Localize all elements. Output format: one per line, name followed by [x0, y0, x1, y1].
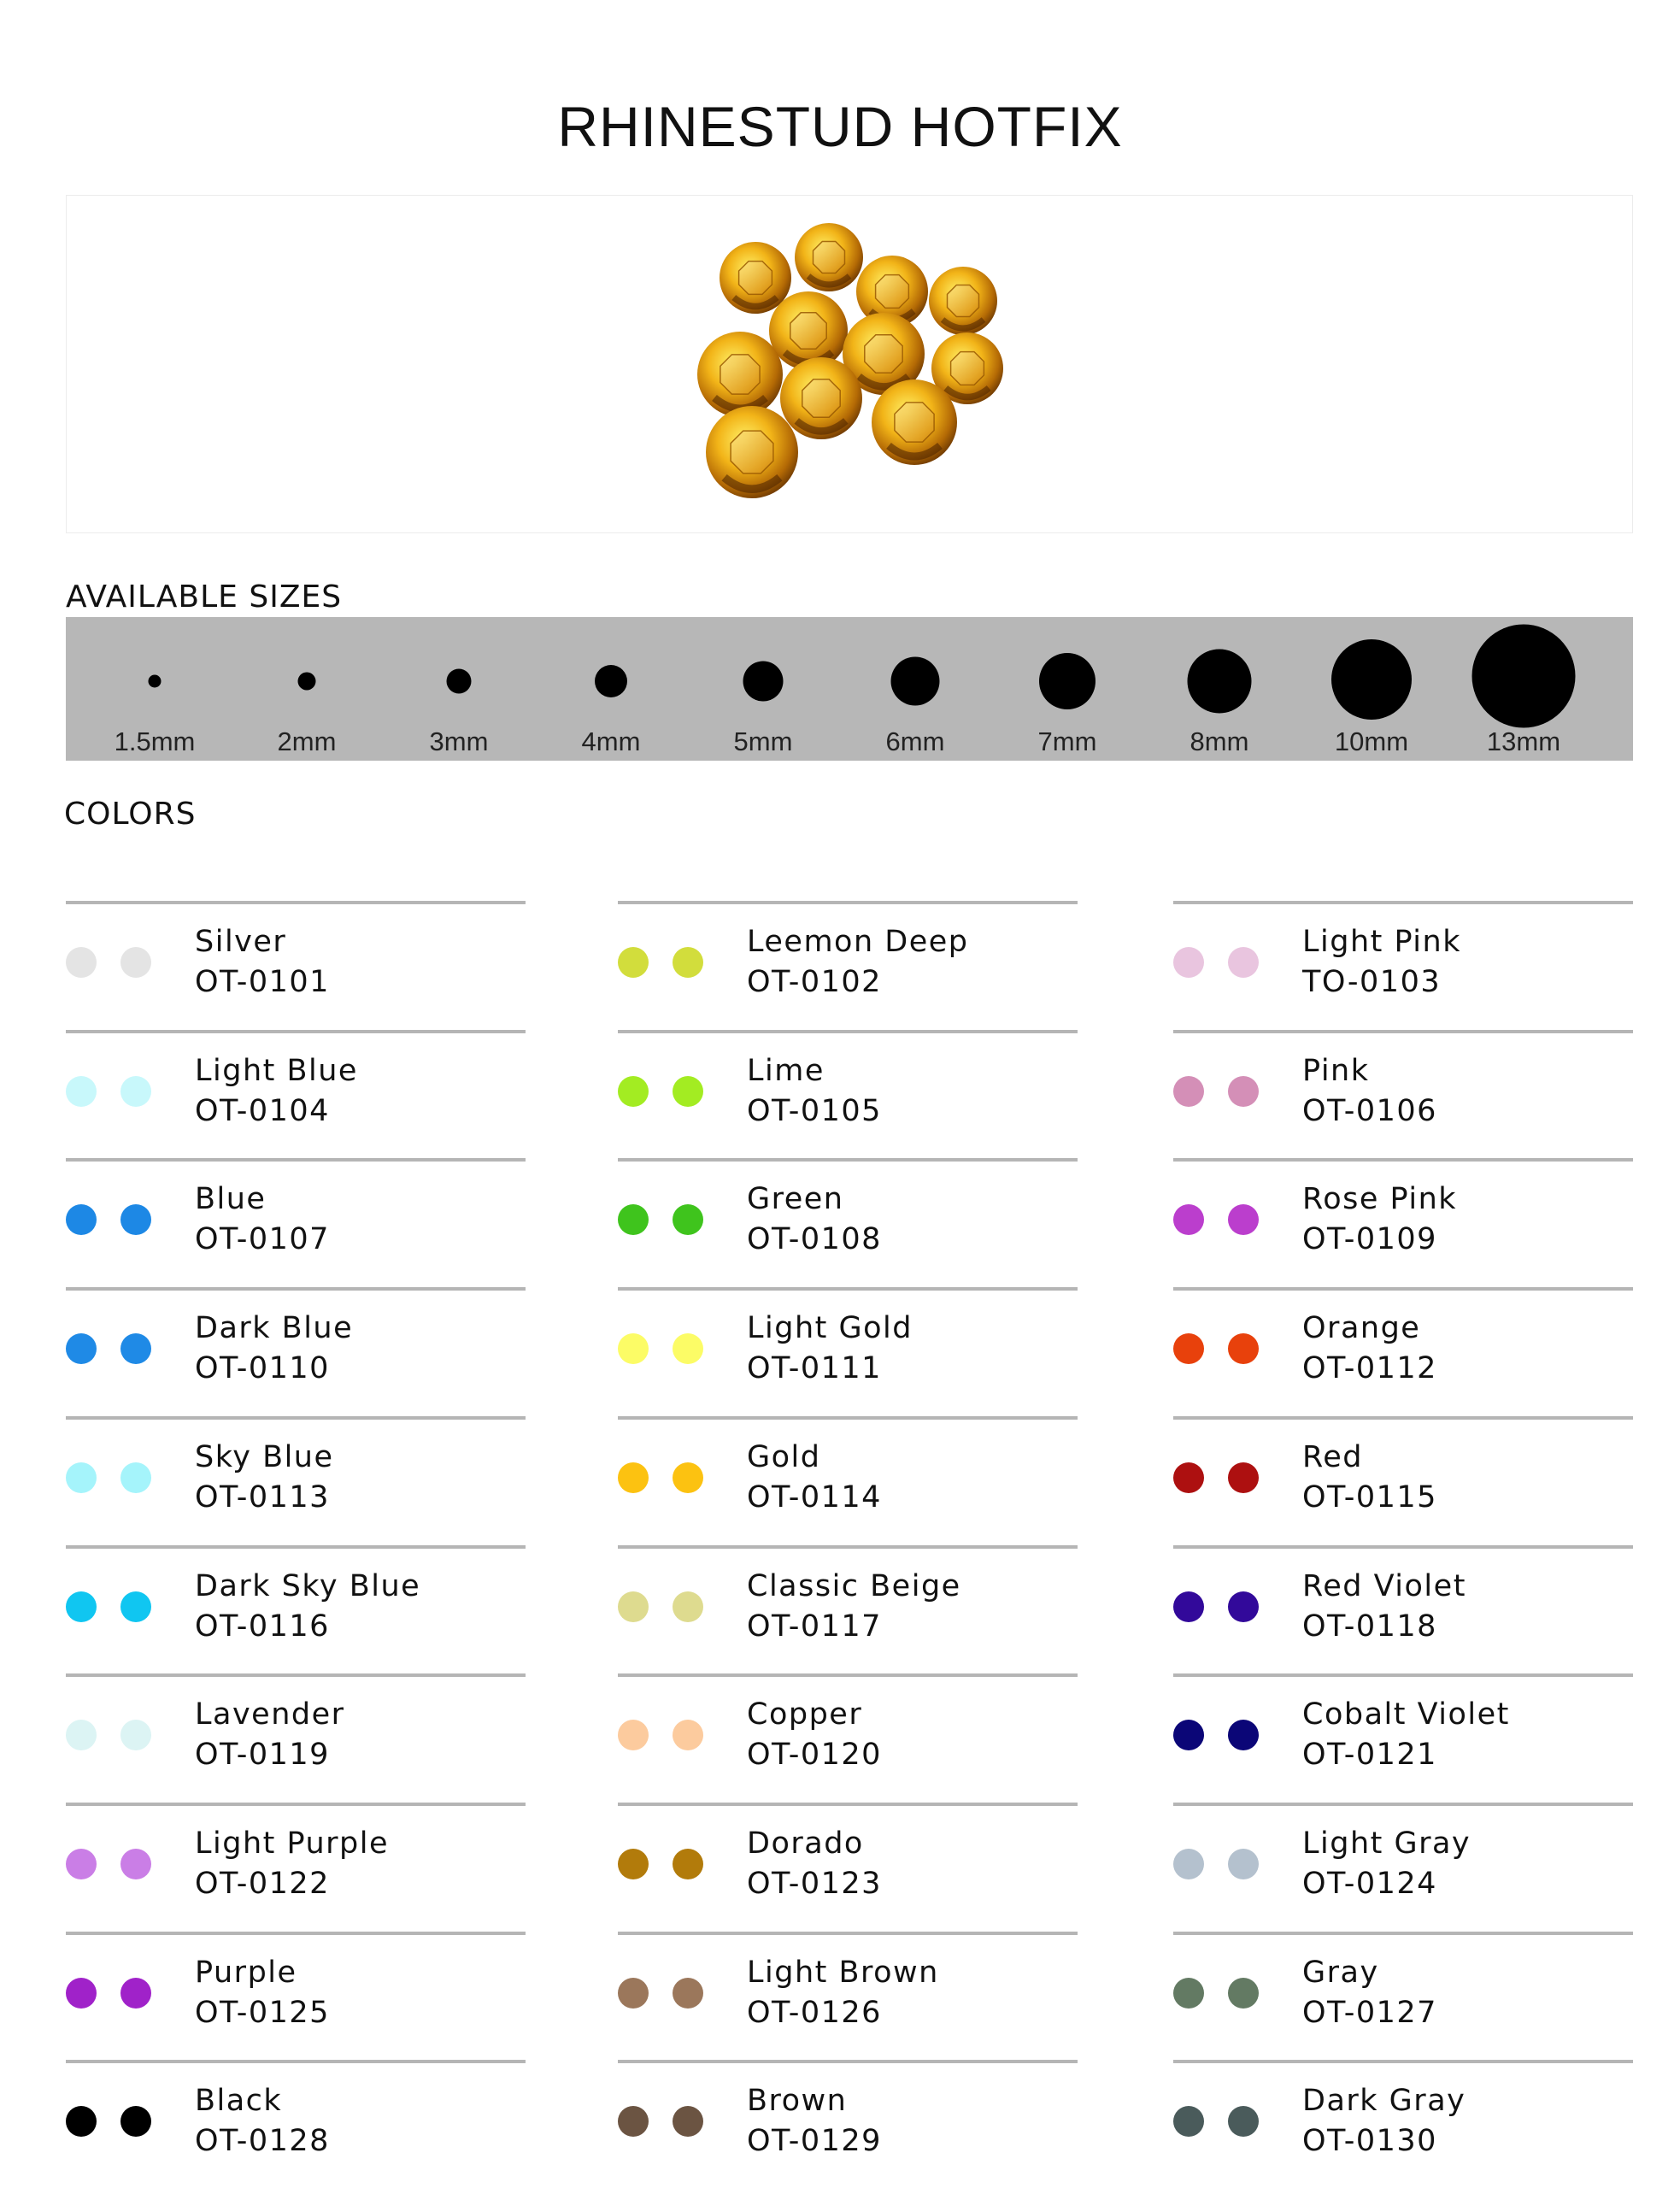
color-dot [1228, 1204, 1259, 1235]
color-dot [120, 1591, 151, 1622]
color-code: TO-0103 [1302, 965, 1442, 999]
rhinestone [720, 242, 791, 314]
divider [1173, 1158, 1633, 1162]
color-code: OT-0126 [747, 1996, 882, 2030]
size-dot [149, 675, 162, 688]
divider [66, 1287, 526, 1291]
divider [1173, 1416, 1633, 1420]
color-code: OT-0112 [1302, 1351, 1437, 1385]
color-dot [673, 1076, 703, 1107]
color-dot [1228, 2106, 1259, 2137]
color-dot [1173, 1462, 1204, 1493]
color-name: Dark Gray [1302, 2084, 1466, 2118]
color-swatch-item [618, 1030, 1078, 1158]
color-swatch-item [618, 1416, 1078, 1544]
color-swatch-item [66, 2060, 526, 2188]
color-dot [1228, 1591, 1259, 1622]
size-label: 7mm [1037, 726, 1097, 756]
color-code: OT-0119 [195, 1738, 330, 1772]
color-code: OT-0104 [195, 1094, 330, 1128]
color-name: Dorado [747, 1826, 864, 1861]
color-swatch-item [618, 1932, 1078, 2060]
color-dot [1228, 1849, 1259, 1879]
color-code: OT-0101 [195, 965, 330, 999]
color-dot [1173, 1849, 1204, 1879]
color-name: Black [195, 2084, 283, 2118]
color-code: OT-0128 [195, 2124, 330, 2158]
divider [618, 1416, 1078, 1420]
color-dot [1228, 1076, 1259, 1107]
color-dot [120, 1204, 151, 1235]
color-name: Light Brown [747, 1956, 939, 1990]
color-dot [618, 1591, 649, 1622]
color-swatch-item [1173, 1030, 1633, 1158]
divider [66, 901, 526, 904]
rhinestone [769, 291, 848, 370]
color-name: Orange [1302, 1311, 1421, 1345]
divider [618, 1803, 1078, 1806]
divider [618, 1030, 1078, 1033]
color-dot [618, 1204, 649, 1235]
divider [618, 1673, 1078, 1677]
color-swatch-item [618, 1287, 1078, 1415]
color-code: OT-0108 [747, 1222, 882, 1256]
color-code: OT-0109 [1302, 1222, 1437, 1256]
color-dot [1173, 1333, 1204, 1364]
color-code: OT-0122 [195, 1867, 330, 1901]
color-name: Copper [747, 1697, 863, 1732]
divider [1173, 1030, 1633, 1033]
divider [66, 2060, 526, 2063]
color-swatch-item [1173, 901, 1633, 1029]
color-dot [618, 1462, 649, 1493]
color-swatch-item [66, 1673, 526, 1802]
color-dot [1173, 1591, 1204, 1622]
color-dot [120, 1333, 151, 1364]
size-label: 4mm [581, 726, 641, 756]
divider [1173, 1673, 1633, 1677]
color-code: OT-0107 [195, 1222, 330, 1256]
color-code: OT-0121 [1302, 1738, 1437, 1772]
color-swatch-item [1173, 1932, 1633, 2060]
color-dot [66, 1076, 97, 1107]
color-swatch-item [1173, 1287, 1633, 1415]
divider [66, 1932, 526, 1935]
color-dot [66, 1849, 97, 1879]
size-label: 8mm [1190, 726, 1249, 756]
divider [66, 1545, 526, 1549]
color-swatch-item [66, 1158, 526, 1286]
color-name: Red [1302, 1440, 1363, 1474]
size-dot [891, 657, 940, 706]
divider [1173, 901, 1633, 904]
color-name: Light Gray [1302, 1826, 1471, 1861]
color-swatch-item [1173, 1416, 1633, 1544]
color-dot [66, 1720, 97, 1750]
color-swatch-item [618, 1545, 1078, 1673]
color-dot [1173, 1204, 1204, 1235]
color-code: OT-0113 [195, 1480, 330, 1515]
divider [618, 1158, 1078, 1162]
size-label: 13mm [1486, 726, 1561, 756]
size-item [231, 617, 383, 761]
size-item [991, 617, 1143, 761]
color-dot [673, 1333, 703, 1364]
color-name: Light Blue [195, 1054, 358, 1088]
gold-rhinestones-image [67, 196, 1634, 534]
size-dot [298, 673, 316, 691]
color-swatch-item [618, 901, 1078, 1029]
color-name: Blue [195, 1182, 267, 1216]
size-dot [1188, 650, 1252, 714]
size-item [687, 617, 839, 761]
divider [618, 1932, 1078, 1935]
rhinestone [697, 332, 783, 417]
color-swatch-item [1173, 1803, 1633, 1931]
divider [1173, 1932, 1633, 1935]
color-dot [618, 1720, 649, 1750]
divider [66, 1416, 526, 1420]
color-swatch-item [618, 2060, 1078, 2188]
color-dot [673, 947, 703, 978]
divider [618, 2060, 1078, 2063]
color-dot [120, 2106, 151, 2137]
color-name: Sky Blue [195, 1440, 334, 1474]
color-swatch-item [618, 1673, 1078, 1802]
color-swatch-item [1173, 1673, 1633, 1802]
color-dot [673, 1849, 703, 1879]
divider [618, 1545, 1078, 1549]
color-swatch-item [66, 901, 526, 1029]
color-dot [1228, 1333, 1259, 1364]
sizes-bar [66, 617, 1633, 761]
color-swatch-item [66, 1803, 526, 1931]
divider [1173, 1545, 1633, 1549]
color-dot [618, 2106, 649, 2137]
size-item [535, 617, 687, 761]
color-name: Light Gold [747, 1311, 913, 1345]
color-dot [618, 1076, 649, 1107]
divider [618, 901, 1078, 904]
color-dot [1228, 1978, 1259, 2009]
size-item [1295, 617, 1448, 761]
color-dot [120, 947, 151, 978]
size-label: 3mm [429, 726, 489, 756]
color-dot [66, 1333, 97, 1364]
size-item [383, 617, 535, 761]
color-code: OT-0130 [1302, 2124, 1437, 2158]
size-label: 1.5mm [114, 726, 196, 756]
size-dot [1331, 639, 1412, 720]
color-name: Lime [747, 1054, 825, 1088]
color-dot [673, 1591, 703, 1622]
divider [618, 1287, 1078, 1291]
color-dot [618, 1333, 649, 1364]
color-swatch-item [66, 1287, 526, 1415]
color-name: Lavender [195, 1697, 345, 1732]
color-name: Pink [1302, 1054, 1370, 1088]
color-dot [120, 1849, 151, 1879]
color-dot [66, 1462, 97, 1493]
sizes-heading: AVAILABLE SIZES [66, 579, 343, 615]
color-name: Rose Pink [1302, 1182, 1458, 1216]
size-label: 2mm [277, 726, 337, 756]
color-swatch-item [618, 1803, 1078, 1931]
divider [66, 1158, 526, 1162]
rhinestone [872, 379, 957, 465]
color-dot [1173, 1978, 1204, 2009]
page-title: RHINESTUD HOTFIX [557, 95, 1123, 158]
color-dot [673, 2106, 703, 2137]
size-dot [447, 669, 472, 694]
color-dot [120, 1720, 151, 1750]
color-code: OT-0114 [747, 1480, 882, 1515]
color-dot [66, 1591, 97, 1622]
color-dot [673, 1720, 703, 1750]
color-dot [618, 947, 649, 978]
color-dot [66, 1978, 97, 2009]
color-dot [120, 1462, 151, 1493]
color-dot [66, 947, 97, 978]
color-dot [1228, 1462, 1259, 1493]
color-swatch-item [66, 1545, 526, 1673]
color-swatch-item [1173, 1158, 1633, 1286]
color-swatch-item [66, 1416, 526, 1544]
product-photo [66, 195, 1633, 533]
color-name: Light Purple [195, 1826, 390, 1861]
color-code: OT-0115 [1302, 1480, 1437, 1515]
color-code: OT-0124 [1302, 1867, 1437, 1901]
color-dot [673, 1978, 703, 2009]
rhinestone [795, 223, 863, 291]
divider [66, 1803, 526, 1806]
size-item [1143, 617, 1295, 761]
color-dot [1173, 1076, 1204, 1107]
color-name: Red Violet [1302, 1569, 1466, 1603]
color-name: Classic Beige [747, 1569, 961, 1603]
size-label: 6mm [885, 726, 945, 756]
divider [1173, 1803, 1633, 1806]
color-name: Dark Sky Blue [195, 1569, 421, 1603]
size-dot [595, 665, 627, 697]
color-code: OT-0123 [747, 1867, 882, 1901]
size-item [1448, 617, 1600, 761]
divider [66, 1673, 526, 1677]
size-dot [1472, 625, 1576, 728]
color-code: OT-0120 [747, 1738, 882, 1772]
size-item [839, 617, 991, 761]
color-name: Dark Blue [195, 1311, 354, 1345]
color-name: Gold [747, 1440, 821, 1474]
color-dot [673, 1204, 703, 1235]
color-code: OT-0111 [747, 1351, 882, 1385]
color-name: Green [747, 1182, 844, 1216]
color-code: OT-0102 [747, 965, 882, 999]
color-dot [1173, 2106, 1204, 2137]
color-swatch-item [66, 1030, 526, 1158]
color-code: OT-0118 [1302, 1609, 1437, 1644]
color-swatch-item [1173, 2060, 1633, 2188]
color-swatch-item [66, 1932, 526, 2060]
color-dot [1228, 1720, 1259, 1750]
divider [66, 1030, 526, 1033]
color-name: Light Pink [1302, 925, 1461, 959]
color-swatch-item [1173, 1545, 1633, 1673]
color-code: OT-0106 [1302, 1094, 1437, 1128]
color-dot [673, 1462, 703, 1493]
color-name: Gray [1302, 1956, 1379, 1990]
color-name: Leemon Deep [747, 925, 969, 959]
color-code: OT-0129 [747, 2124, 882, 2158]
size-dot [743, 662, 784, 702]
color-name: Brown [747, 2084, 848, 2118]
size-dot [1039, 653, 1096, 709]
color-code: OT-0110 [195, 1351, 330, 1385]
color-dot [66, 2106, 97, 2137]
size-label: 10mm [1334, 726, 1409, 756]
color-dot [1173, 947, 1204, 978]
color-name: Purple [195, 1956, 297, 1990]
color-dot [66, 1204, 97, 1235]
color-code: OT-0125 [195, 1996, 330, 2030]
color-code: OT-0127 [1302, 1996, 1437, 2030]
color-code: OT-0116 [195, 1609, 330, 1644]
color-swatch-item [618, 1158, 1078, 1286]
divider [1173, 2060, 1633, 2063]
colors-heading: COLORS [64, 797, 197, 832]
color-dot [618, 1849, 649, 1879]
size-item [79, 617, 231, 761]
color-name: Silver [195, 925, 287, 959]
color-name: Cobalt Violet [1302, 1697, 1510, 1732]
divider [1173, 1287, 1633, 1291]
rhinestone [780, 357, 862, 439]
color-dot [1228, 947, 1259, 978]
color-dot [1173, 1720, 1204, 1750]
color-code: OT-0117 [747, 1609, 882, 1644]
rhinestone [929, 267, 997, 335]
color-dot [120, 1076, 151, 1107]
rhinestone [706, 406, 798, 498]
color-code: OT-0105 [747, 1094, 882, 1128]
color-dot [618, 1978, 649, 2009]
size-label: 5mm [733, 726, 793, 756]
color-dot [120, 1978, 151, 2009]
